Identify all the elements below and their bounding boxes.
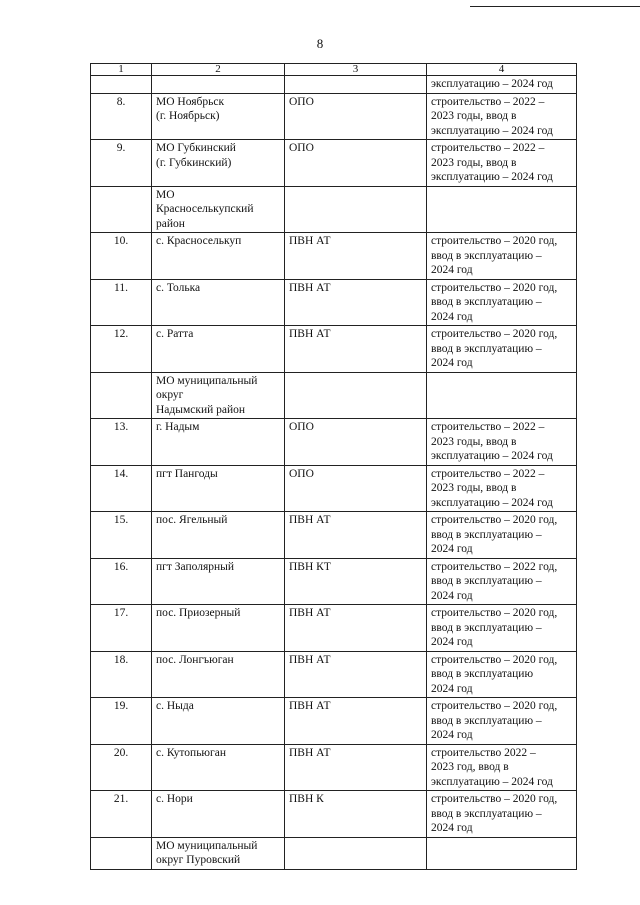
- facility-type-cell: ПВН АТ: [285, 744, 427, 791]
- row-number-cell: 8.: [91, 93, 152, 140]
- facility-type-cell: [285, 76, 427, 94]
- schedule-cell: [427, 186, 577, 233]
- facility-type-cell: [285, 186, 427, 233]
- settlement-cell: с. Красноселькуп: [152, 233, 285, 280]
- facility-table: [90, 63, 577, 870]
- schedule-cell: строительство – 2022 – 2023 годы, ввод в эксплуатацию – 2024 год: [427, 465, 577, 512]
- schedule-cell: строительство – 2020 год, ввод в эксплуатацию – 2024 год: [427, 326, 577, 373]
- column-header: 1: [91, 64, 152, 76]
- facility-type-cell: ОПО: [285, 140, 427, 187]
- row-number-cell: 11.: [91, 279, 152, 326]
- facility-type-cell: [285, 837, 427, 869]
- row-number-cell: [91, 186, 152, 233]
- schedule-cell: строительство – 2022 год, ввод в эксплуатацию – 2024 год: [427, 558, 577, 605]
- settlement-cell: МО Ноябрьск (г. Ноябрьск): [152, 93, 285, 140]
- row-number-cell: 9.: [91, 140, 152, 187]
- settlement-cell: МО Красноселькупский район: [152, 186, 285, 233]
- table-row: [91, 512, 577, 559]
- column-header: 4: [427, 64, 577, 76]
- settlement-cell: с. Кутопьюган: [152, 744, 285, 791]
- row-number-cell: 14.: [91, 465, 152, 512]
- schedule-cell: строительство – 2022 – 2023 годы, ввод в эксплуатацию – 2024 год: [427, 140, 577, 187]
- schedule-cell: строительство – 2020 год, ввод в эксплуатацию – 2024 год: [427, 233, 577, 280]
- settlement-cell: с. Ныда: [152, 698, 285, 745]
- facility-type-cell: ПВН АТ: [285, 233, 427, 280]
- schedule-cell: строительство – 2020 год, ввод в эксплуатацию – 2024 год: [427, 279, 577, 326]
- schedule-cell: строительство 2022 – 2023 год, ввод в эксплуатацию – 2024 год: [427, 744, 577, 791]
- facility-type-cell: ПВН КТ: [285, 558, 427, 605]
- schedule-cell: [427, 837, 577, 869]
- facility-type-cell: ПВН АТ: [285, 326, 427, 373]
- table-row: [91, 465, 577, 512]
- schedule-cell: [427, 372, 577, 419]
- row-number-cell: 13.: [91, 419, 152, 466]
- table-row: [91, 558, 577, 605]
- settlement-cell: пос. Приозерный: [152, 605, 285, 652]
- page-number: 8: [316, 36, 324, 51]
- schedule-cell: строительство – 2020 год, ввод в эксплуатацию – 2024 год: [427, 698, 577, 745]
- page-corner-line: [470, 6, 640, 7]
- facility-type-cell: ПВН АТ: [285, 698, 427, 745]
- settlement-cell: МО муниципальный округ Надымский район: [152, 372, 285, 419]
- table-row: [91, 698, 577, 745]
- row-number-cell: 20.: [91, 744, 152, 791]
- table-row: [91, 76, 577, 94]
- row-number-cell: [91, 837, 152, 869]
- schedule-cell: строительство – 2020 год, ввод в эксплуатацию – 2024 год: [427, 791, 577, 838]
- facility-type-cell: ОПО: [285, 93, 427, 140]
- settlement-cell: г. Надым: [152, 419, 285, 466]
- schedule-cell: строительство – 2022 – 2023 годы, ввод в эксплуатацию – 2024 год: [427, 93, 577, 140]
- facility-type-cell: ПВН АТ: [285, 279, 427, 326]
- settlement-cell: пгт Пангоды: [152, 465, 285, 512]
- facility-type-cell: [285, 372, 427, 419]
- settlement-cell: [152, 76, 285, 94]
- schedule-cell: эксплуатацию – 2024 год: [427, 76, 577, 94]
- column-header: 3: [285, 64, 427, 76]
- table-row: [91, 140, 577, 187]
- table-row: [91, 419, 577, 466]
- settlement-cell: с. Ратта: [152, 326, 285, 373]
- facility-type-cell: ПВН АТ: [285, 651, 427, 698]
- facility-type-cell: ПВН К: [285, 791, 427, 838]
- column-header: 2: [152, 64, 285, 76]
- table-row: [91, 651, 577, 698]
- settlement-cell: с. Толька: [152, 279, 285, 326]
- row-number-cell: 17.: [91, 605, 152, 652]
- facility-type-cell: ОПО: [285, 419, 427, 466]
- row-number-cell: 10.: [91, 233, 152, 280]
- schedule-cell: строительство – 2020 год, ввод в эксплуатацию 2024 год: [427, 651, 577, 698]
- table-header-row: [91, 64, 577, 76]
- table-row: [91, 837, 577, 869]
- table-row: [91, 791, 577, 838]
- settlement-cell: МО муниципальный округ Пуровский: [152, 837, 285, 869]
- table-row: [91, 186, 577, 233]
- table-row: [91, 279, 577, 326]
- row-number-cell: 18.: [91, 651, 152, 698]
- row-number-cell: 12.: [91, 326, 152, 373]
- schedule-cell: строительство – 2020 год, ввод в эксплуатацию – 2024 год: [427, 605, 577, 652]
- table-row: [91, 93, 577, 140]
- table-row: [91, 605, 577, 652]
- row-number-cell: [91, 76, 152, 94]
- settlement-cell: пос. Лонгъюган: [152, 651, 285, 698]
- schedule-cell: строительство – 2022 – 2023 годы, ввод в эксплуатацию – 2024 год: [427, 419, 577, 466]
- settlement-cell: пос. Ягельный: [152, 512, 285, 559]
- facility-type-cell: ОПО: [285, 465, 427, 512]
- row-number-cell: 21.: [91, 791, 152, 838]
- table-row: [91, 372, 577, 419]
- settlement-cell: с. Нори: [152, 791, 285, 838]
- table-row: [91, 233, 577, 280]
- table-row: [91, 326, 577, 373]
- row-number-cell: 16.: [91, 558, 152, 605]
- facility-type-cell: ПВН АТ: [285, 512, 427, 559]
- table-row: [91, 744, 577, 791]
- facility-type-cell: ПВН АТ: [285, 605, 427, 652]
- settlement-cell: МО Губкинский (г. Губкинский): [152, 140, 285, 187]
- schedule-cell: строительство – 2020 год, ввод в эксплуатацию – 2024 год: [427, 512, 577, 559]
- row-number-cell: 19.: [91, 698, 152, 745]
- settlement-cell: пгт Заполярный: [152, 558, 285, 605]
- row-number-cell: [91, 372, 152, 419]
- row-number-cell: 15.: [91, 512, 152, 559]
